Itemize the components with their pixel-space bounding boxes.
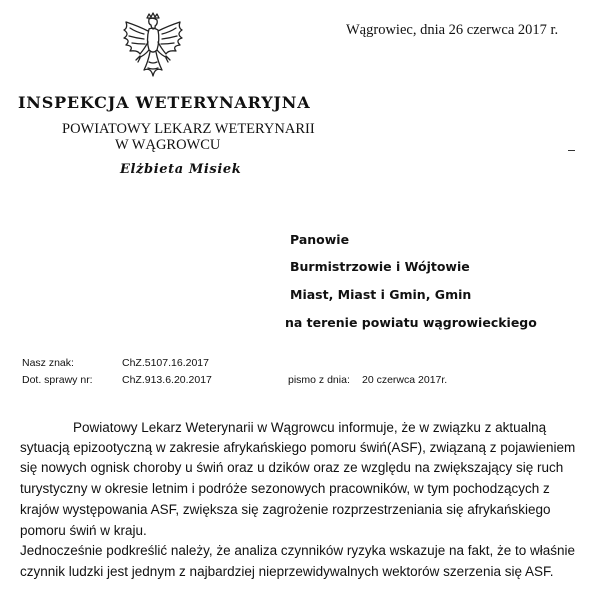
our-sign-value: ChZ.5107.16.2017 [122, 357, 209, 369]
addressee-line: na terenie powiatu wągrowieckiego [285, 315, 537, 330]
margin-mark [568, 150, 575, 151]
body-text-line: się nowych ognisk choroby u świń oraz u dzików oraz ze względu na zwiększający się ruch [20, 460, 564, 475]
body-text-line: turystyczny w okresie letnim i podróże sezonowych pracowników, w tym pochodzących z [20, 481, 550, 496]
place-and-date: Wągrowiec, dnia 26 czerwca 2017 r. [346, 22, 559, 38]
body-text-line: Powiatowy Lekarz Weterynarii w Wągrowcu informuje, że w związku z aktualną [73, 420, 547, 435]
body-text-line: Jednocześnie podkreślić należy, że analiza czynników ryzyka wskazuje na fakt, że to właśnie [20, 543, 576, 558]
addressee-line: Panowie [290, 232, 350, 247]
body-text-line: czynnik ludzki jest jednym z najbardziej nieprzewidywalnych wektorów szerzenia się ASF. [20, 564, 554, 579]
addressee-line: Miast, Miast i Gmin, Gmin [290, 287, 472, 302]
case-number-value: ChZ.913.6.20.2017 [122, 374, 212, 386]
our-sign-label: Nasz znak: [22, 357, 74, 369]
letter-date-label: pismo z dnia: [288, 374, 350, 386]
institution-name: INSPEKCJA WETERYNARYJNA [18, 93, 311, 112]
head-officer-name: Elżbieta Misiek [120, 162, 242, 177]
office-title-line1: POWIATOWY LEKARZ WETERYNARII [62, 121, 315, 137]
body-text-line: pomoru świń w kraju. [20, 523, 147, 538]
office-title-line2: W WĄGROWCU [115, 137, 221, 153]
body-text-line: krajów występowania ASF, zwiększa się zagrożenie rozprzestrzeniania się afrykańskiego [20, 502, 551, 517]
body-text-line: sytuacją epizootyczną w zakresie afrykańskiego pomoru świń(ASF), związaną z pojawieniem [20, 440, 576, 455]
polish-eagle-icon [118, 12, 188, 84]
addressee-line: Burmistrzowie i Wójtowie [290, 259, 470, 274]
case-number-label: Dot. sprawy nr: [22, 374, 93, 386]
letter-date-value: 20 czerwca 2017r. [362, 374, 448, 386]
